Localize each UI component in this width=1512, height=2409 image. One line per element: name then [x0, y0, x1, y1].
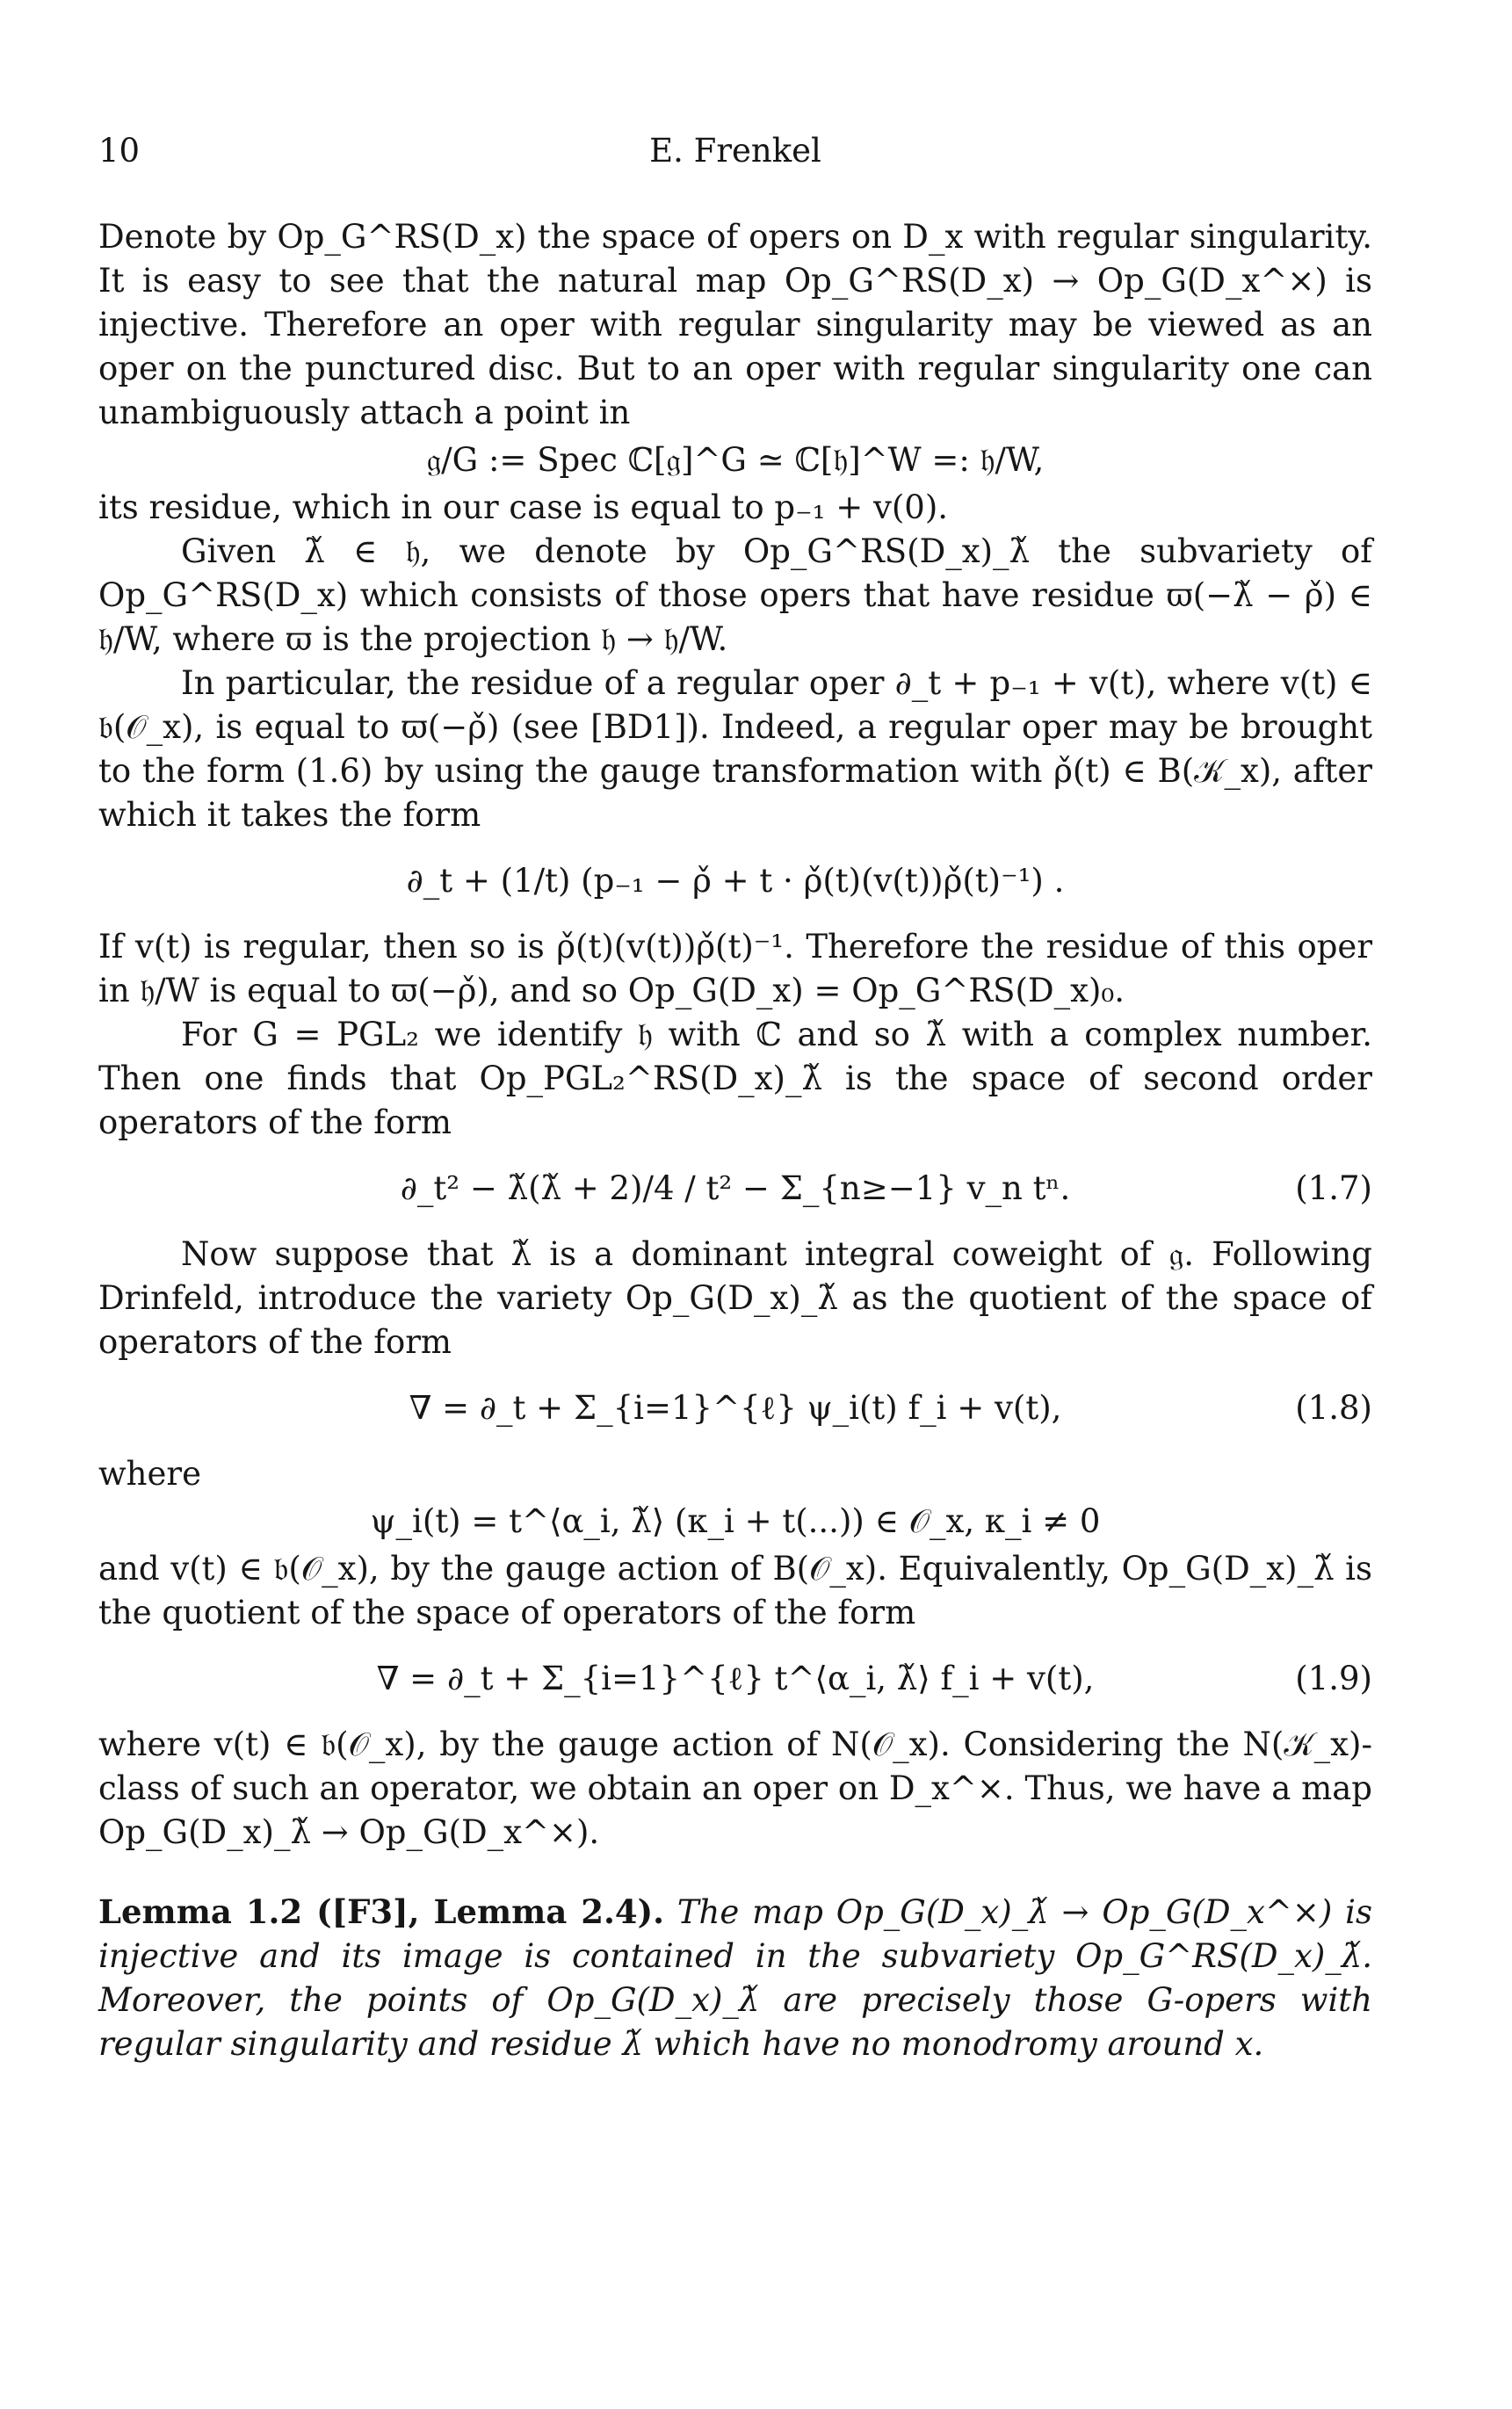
paragraph-regular-oper: In particular, the residue of a regular oper ∂_t + p₋₁ + v(t), where v(t) ∈ 𝔟(𝒪_x), is equal to ϖ(−ρ̌) (see [BD1]). Indeed, a regular oper may be brought to the form (1.6) by using the gauge transformation with ρ̌(t) ∈ B(𝒦_x), after which it takes the form	[98, 664, 1372, 834]
equation-psi-formula: ψ_i(t) = t^⟨α_i, λ̌⟩ (κ_i + t(...)) ∈ 𝒪_x, κ_i ≠ 0	[370, 1502, 1101, 1540]
lemma-heading: Lemma 1.2 ([F3], Lemma 2.4).	[98, 1892, 665, 1931]
lemma-1-2	[98, 1890, 1372, 2066]
paragraph-gauge-action: and v(t) ∈ 𝔟(𝒪_x), by the gauge action of B(𝒪_x). Equivalently, Op_G(D_x)_λ̌ is the quotient of the space of operators of the form	[98, 1550, 1372, 1631]
paragraph-opers-regular-singularity: Denote by Op_G^RS(D_x) the space of opers on D_x with regular singularity. It is easy to see that the natural map Op_G^RS(D_x) → Op_G(D_x^×) is injective. Therefore an oper with regular singularity may be viewed as an oper on the punctured disc. But to an oper with regular singularity one can unambiguously attach a point in	[98, 218, 1372, 431]
lemma-statement: The map Op_G(D_x)_λ̌ → Op_G(D_x^×) is injective and its image is contained in the subvariety Op_G^RS(D_x)_λ̌. Moreover, the points of Op_G(D_x)_λ̌ are precisely those G-opers with regular singularity and residue λ̌ which have no monodromy around x.	[98, 1893, 1372, 2063]
paragraph-subvariety: Given λ̌ ∈ 𝔥, we denote by Op_G^RS(D_x)_λ̌ the subvariety of Op_G^RS(D_x) which consists of those opers that have residue ϖ(−λ̌ − ρ̌) ∈ 𝔥/W, where ϖ is the projection 𝔥 → 𝔥/W.	[98, 532, 1372, 658]
equation-psi	[98, 1500, 1372, 1544]
paragraph-pgl2: For G = PGL₂ we identify 𝔥 with ℂ and so λ̌ with a complex number. Then one finds that Op_PGL₂^RS(D_x)_λ̌ is the space of second order operators of the form	[98, 1016, 1372, 1141]
paragraph-residue: its residue, which in our case is equal to p₋₁ + v(0).	[98, 488, 949, 526]
page	[98, 132, 1372, 2066]
equation-1-9	[98, 1649, 1372, 1709]
equation-1-7-formula: ∂_t² − λ̌(λ̌ + 2)/4 / t² − Σ_{n≥−1} v_n tⁿ.	[400, 1169, 1071, 1207]
running-head	[98, 132, 1372, 184]
paragraph-map: where v(t) ∈ 𝔟(𝒪_x), by the gauge action of N(𝒪_x). Considering the N(𝒦_x)-class of such an operator, we obtain an oper on D_x^×. Thus, we have a map Op_G(D_x)_λ̌ → Op_G(D_x^×).	[98, 1725, 1372, 1851]
equation-1-7-tag: (1.7)	[1295, 1169, 1372, 1207]
equation-gauge-form	[98, 851, 1372, 911]
equation-residue-space	[98, 438, 1372, 482]
running-title: E. Frenkel	[649, 132, 821, 170]
page-number: 10	[98, 132, 141, 170]
paragraph-where: where	[98, 1455, 201, 1493]
equation-1-8-formula: ∇ = ∂_t + Σ_{i=1}^{ℓ} ψ_i(t) f_i + v(t),	[409, 1389, 1062, 1427]
equation-gauge-form-formula: ∂_t + (1/t) (p₋₁ − ρ̌ + t · ρ̌(t)(v(t))ρ̌(t)⁻¹) .	[406, 862, 1065, 900]
equation-1-8	[98, 1378, 1372, 1438]
equation-1-8-tag: (1.8)	[1295, 1389, 1372, 1427]
equation-1-9-tag: (1.9)	[1295, 1660, 1372, 1697]
equation-residue-space-formula: 𝔤/G := Spec ℂ[𝔤]^G ≃ ℂ[𝔥]^W =: 𝔥/W,	[426, 441, 1045, 479]
equation-1-7	[98, 1159, 1372, 1219]
paragraph-residue-of-oper: If v(t) is regular, then so is ρ̌(t)(v(t))ρ̌(t)⁻¹. Therefore the residue of this oper in 𝔥/W is equal to ϖ(−ρ̌), and so Op_G(D_x) = Op_G^RS(D_x)₀.	[98, 928, 1372, 1009]
paragraph-dominant-coweight: Now suppose that λ̌ is a dominant integral coweight of 𝔤. Following Drinfeld, introduce the variety Op_G(D_x)_λ̌ as the quotient of the space of operators of the form	[98, 1235, 1372, 1361]
equation-1-9-formula: ∇ = ∂_t + Σ_{i=1}^{ℓ} t^⟨α_i, λ̌⟩ f_i + v(t),	[376, 1660, 1095, 1697]
